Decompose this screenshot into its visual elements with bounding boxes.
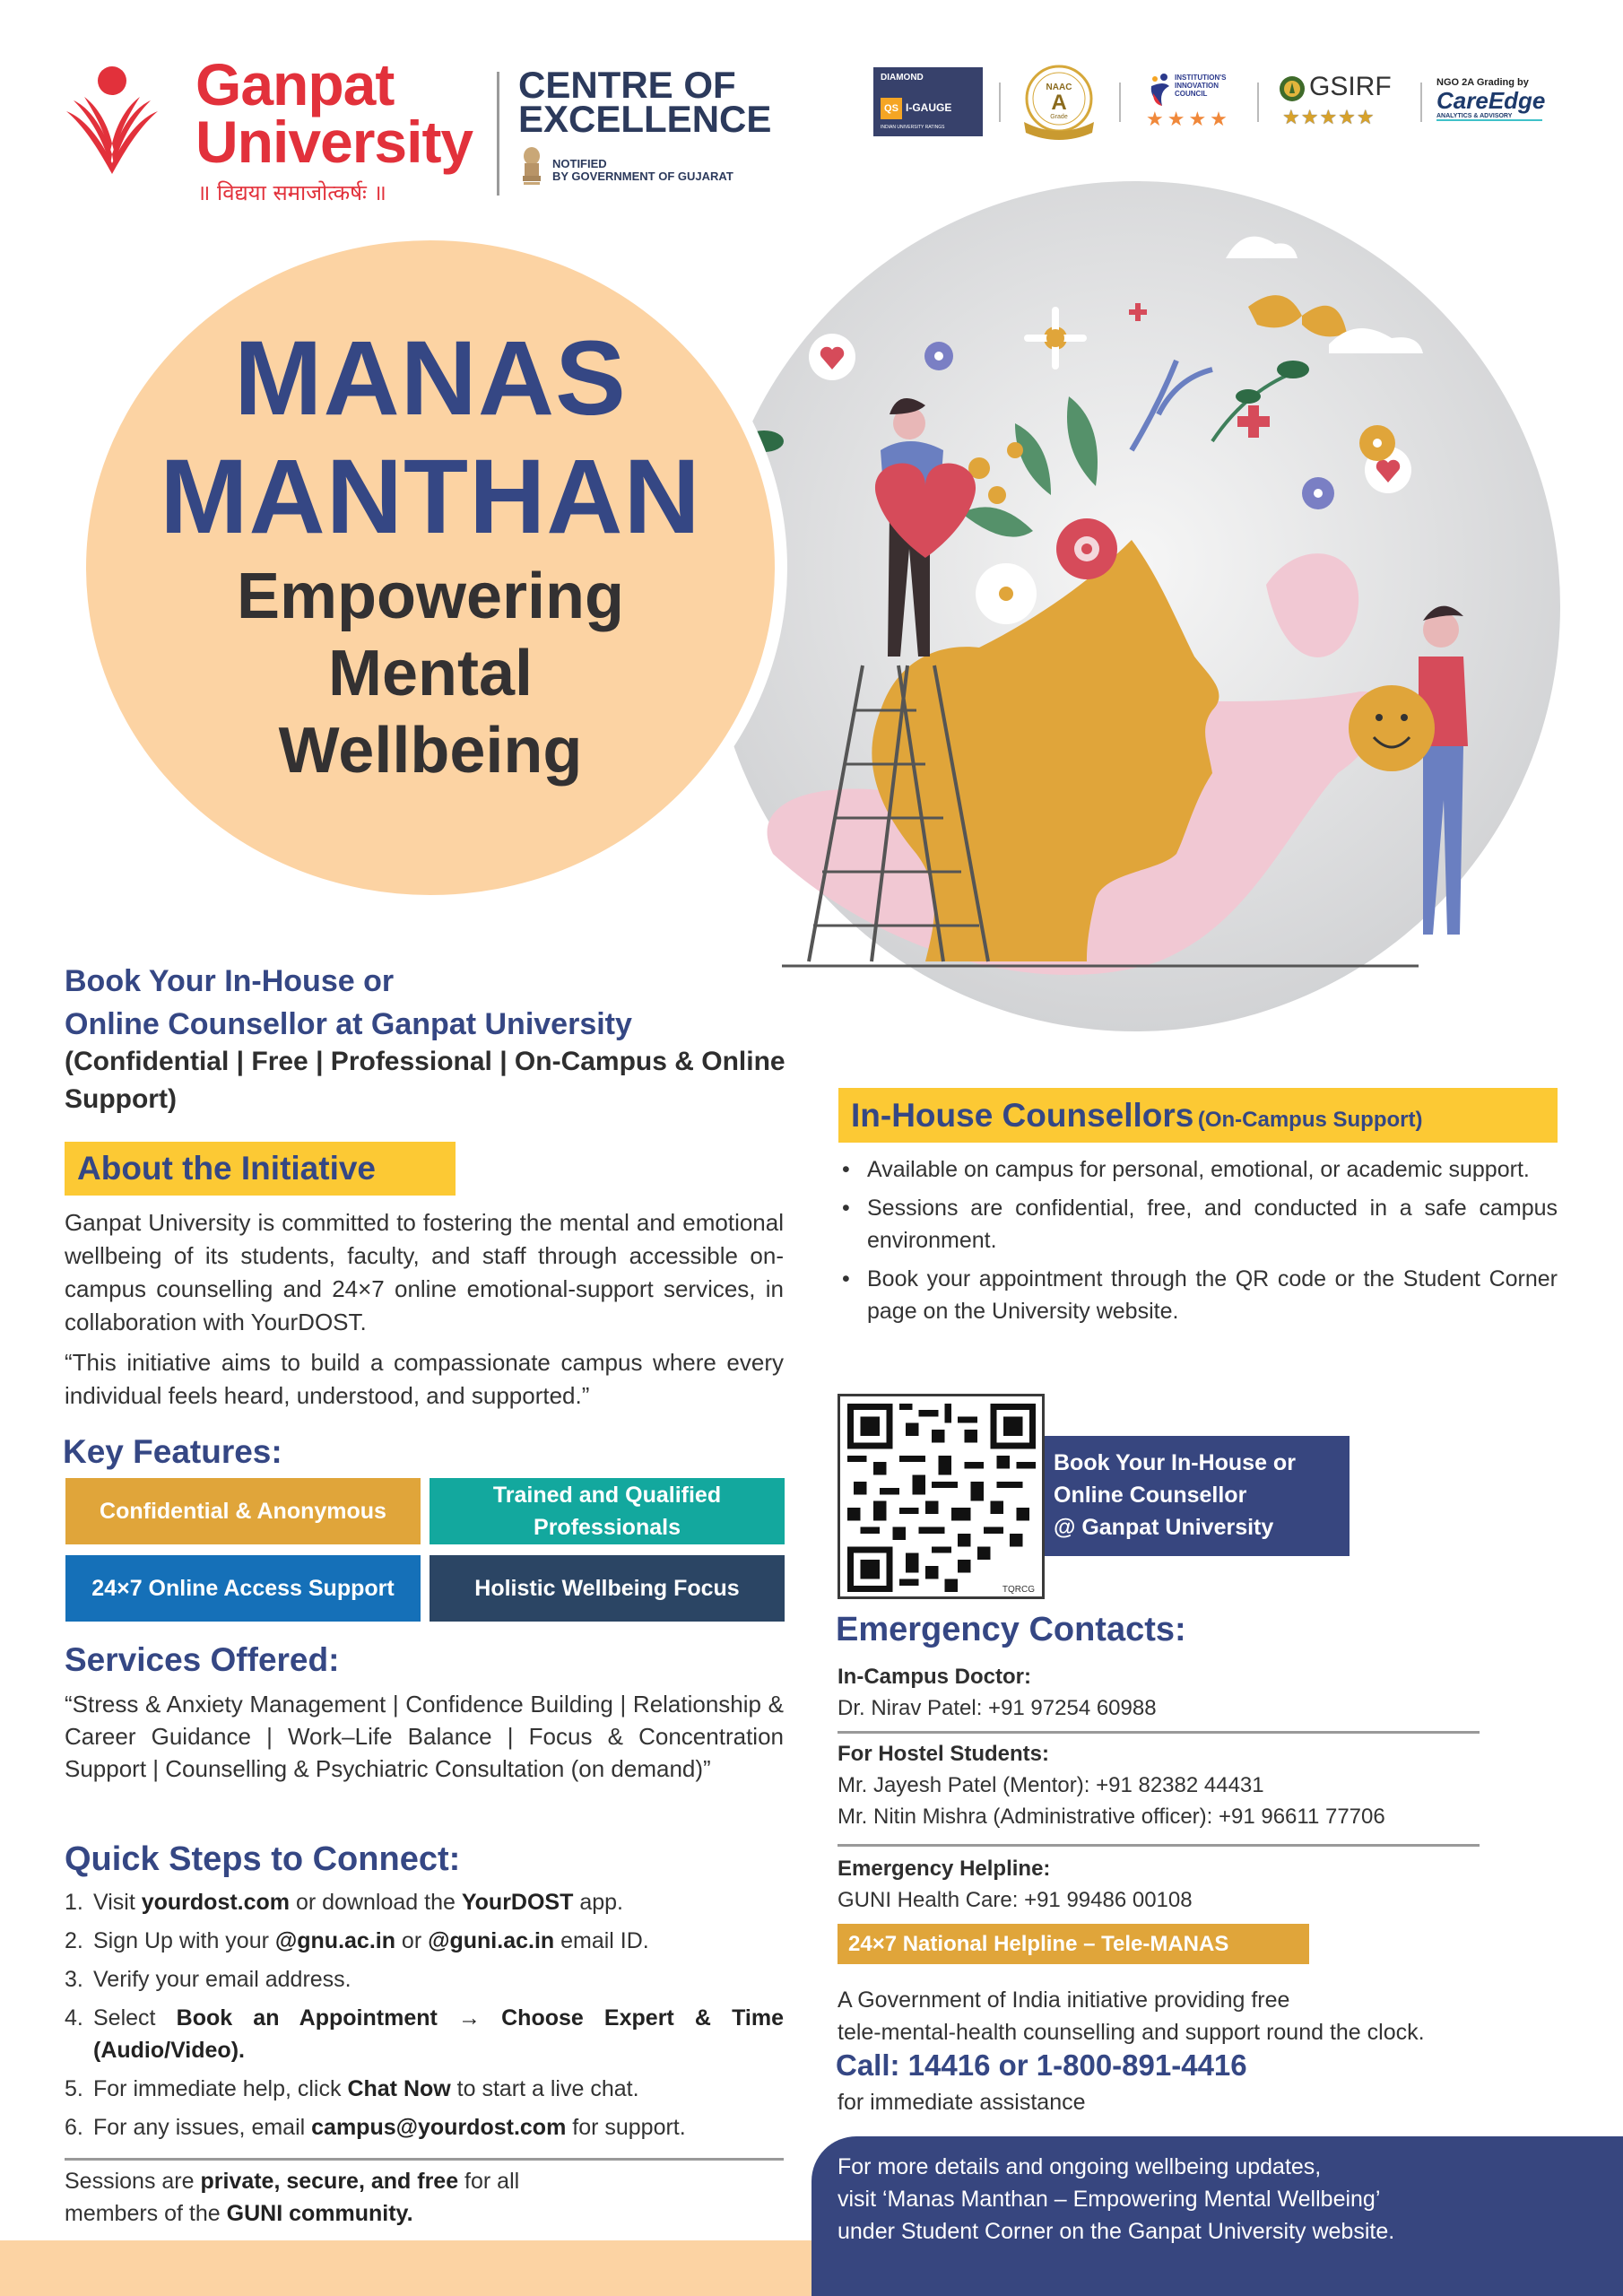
hostel-admin-phone: Mr. Nitin Mishra (Administrative officer): +91 96611 77706 <box>838 1805 1385 1829</box>
about-initiative-heading: About the Initiative <box>65 1142 456 1196</box>
gsirf-badge: GSIRF ★★★★★ <box>1277 72 1402 135</box>
tele-manas-badge: 24×7 National Helpline – Tele-MANAS <box>838 1924 1309 1964</box>
step-item: 5. For immediate help, click Chat Now to start a live chat. <box>65 2076 639 2101</box>
in-house-counsellors-list <box>838 1153 1558 1334</box>
helpline-phone: GUNI Health Care: +91 99486 00108 <box>838 1888 1193 1912</box>
notified-by-government: NOTIFIED BY GOVERNMENT OF GUJARAT <box>552 157 733 183</box>
booking-qr-code[interactable] <box>838 1394 1045 1599</box>
state-emblem-icon <box>518 145 545 187</box>
step-item: 4. Select Book an Appointment → Choose Expert & Time (Audio/Video). <box>65 2005 784 2063</box>
service-attributes: (Confidential | Free | Professional | On-Campus & Online Support) <box>65 1047 785 1114</box>
iic-logo-icon <box>1150 74 1171 108</box>
university-name: Ganpat University <box>195 51 473 175</box>
services-offered-heading: Services Offered: <box>65 1641 340 1678</box>
about-initiative-body: Ganpat University is committed to fostering the mental and emotional wellbeing of its students, faculty, and staff through accessible on-campus counselling and 24×7 online emotional-support services, in collaboration with YourDOST. “This initiative aims to build a compassionate campus where every individual feels heard, understood, and supported.” <box>65 1209 784 1409</box>
hostel-contacts: For Hostel Students: Mr. Jayesh Patel (Mentor): +91 82382 44431 Mr. Nitin Mishra (Administrative officer): +91 96611 77706 <box>838 1738 1480 1832</box>
badge-divider <box>999 83 1001 122</box>
svg-text:Grade: Grade <box>1050 114 1068 120</box>
emergency-helpline: Emergency Helpline: GUNI Health Care: +91 99486 00108 <box>838 1853 1480 1916</box>
support-email-link[interactable]: campus@yourdost.com <box>311 2115 567 2140</box>
yourdost-link[interactable]: yourdost.com <box>141 1890 291 1915</box>
step-item: 6. For any issues, email campus@yourdost.com for support. <box>65 2115 686 2140</box>
ganpat-university-logo-icon <box>63 65 161 177</box>
tele-manas-assist: for immediate assistance <box>838 2090 1086 2115</box>
feature-tile-trained-professionals: Trained and Qualified Professionals <box>430 1478 785 1544</box>
badge-divider <box>1119 83 1121 122</box>
bullet-item: • Book your appointment through the QR code or the Student Corner page on the University website. <box>838 1263 1558 1327</box>
bullet-icon: • <box>842 1157 850 1182</box>
doctor-phone: Dr. Nirav Patel: +91 97254 60988 <box>838 1696 1157 1720</box>
divider <box>65 2158 784 2161</box>
book-counsellor-heading: Book Your In-House or Online Counsellor at Ganpat University <box>65 964 632 1041</box>
qs-igauge-badge: DIAMOND QS I-GAUGE INDIAN UNIVERSITY RATINGS <box>873 67 983 136</box>
university-motto: ॥ विद्यया समाजोत्कर्षः ॥ <box>197 180 386 205</box>
bullet-icon: • <box>842 1266 850 1292</box>
naac-a-grade-badge <box>1020 63 1098 140</box>
step-item: 1. Visit yourdost.com or download the YourDOST app. <box>65 1890 623 1915</box>
bullet-item: • Available on campus for personal, emotional, or academic support. <box>838 1153 1558 1186</box>
careedge-logo: CareEdge <box>1436 87 1546 114</box>
feature-tile-holistic-wellbeing: Holistic Wellbeing Focus <box>430 1555 785 1622</box>
qr-watermark: TQRCG <box>1002 1585 1035 1595</box>
hero-title: MANAS MANTHAN Empowering Mental Wellbeing <box>160 319 701 787</box>
svg-text:A: A <box>1051 91 1067 115</box>
star-rating-icon: ★★★★ <box>1146 108 1231 130</box>
footer-info-panel: For more details and ongoing wellbeing updates, visit ‘Manas Manthan – Empowering Mental Wellbeing’ under Student Corner on the Ganpat University website. <box>812 2136 1623 2296</box>
step-item: 2. Sign Up with your @gnu.ac.in or @guni.ac.in email ID. <box>65 1928 649 1953</box>
sessions-note: Sessions are private, secure, and free for all members of the GUNI community. <box>65 2169 520 2226</box>
mental-wellbeing-illustration <box>710 154 1560 1058</box>
qs-logo-icon: QS <box>881 98 902 119</box>
emergency-contacts-heading: Emergency Contacts: <box>836 1611 1186 1648</box>
careedge-badge: NGO 2A Grading by CareEdge ANALYTICS & ADVISORY <box>1436 77 1562 131</box>
bullet-icon: • <box>842 1196 850 1221</box>
hostel-mentor-phone: Mr. Jayesh Patel (Mentor): +91 82382 44431 <box>838 1773 1264 1797</box>
divider <box>838 1844 1480 1847</box>
divider <box>838 1731 1480 1734</box>
star-rating-icon: ★★★★★ <box>1282 106 1376 128</box>
tele-manas-phone: Call: 14416 or 1-800-891-4416 <box>836 2048 1247 2082</box>
feature-tile-confidential: Confidential & Anonymous <box>65 1478 421 1544</box>
bullet-item: • Sessions are confidential, free, and conducted in a safe campus environment. <box>838 1192 1558 1257</box>
badge-divider <box>1257 83 1259 122</box>
quick-steps-list <box>65 1886 784 2150</box>
centre-of-excellence-title: CENTRE OF EXCELLENCE <box>518 64 772 140</box>
in-house-counsellors-heading: In-House Counsellors (On-Campus Support) <box>838 1088 1558 1143</box>
key-features-heading: Key Features: <box>63 1433 282 1470</box>
tele-manas-description: A Government of India initiative providing free tele-mental-health counselling and support round the clock. <box>838 1987 1425 2045</box>
iic-badge: INSTITUTION'S INNOVATION COUNCIL ★★★★ <box>1146 74 1231 130</box>
footer-band <box>0 2240 812 2296</box>
feature-tile-online-access: 24×7 Online Access Support <box>65 1555 421 1622</box>
gsirf-seal-icon <box>1279 75 1306 102</box>
qr-code-icon <box>847 1404 1036 1592</box>
svg-text:NAAC: NAAC <box>1046 83 1072 92</box>
in-campus-doctor: In-Campus Doctor: Dr. Nirav Patel: +91 97254 60988 <box>838 1661 1480 1724</box>
header-divider <box>497 72 499 196</box>
badge-divider <box>1420 83 1422 122</box>
step-item: 3. Verify your email address. <box>65 1967 352 1992</box>
quick-steps-heading: Quick Steps to Connect: <box>65 1840 461 1878</box>
qr-booking-label: Book Your In-House or Online Counsellor @ Ganpat University <box>1045 1436 1350 1556</box>
services-offered-list: “Stress & Anxiety Management | Confidence Building | Relationship & Career Guidance | Work–Life Balance | Focus & Concentration Support | Counselling & Psychiatric Consultation (on demand)” <box>65 1691 784 1782</box>
